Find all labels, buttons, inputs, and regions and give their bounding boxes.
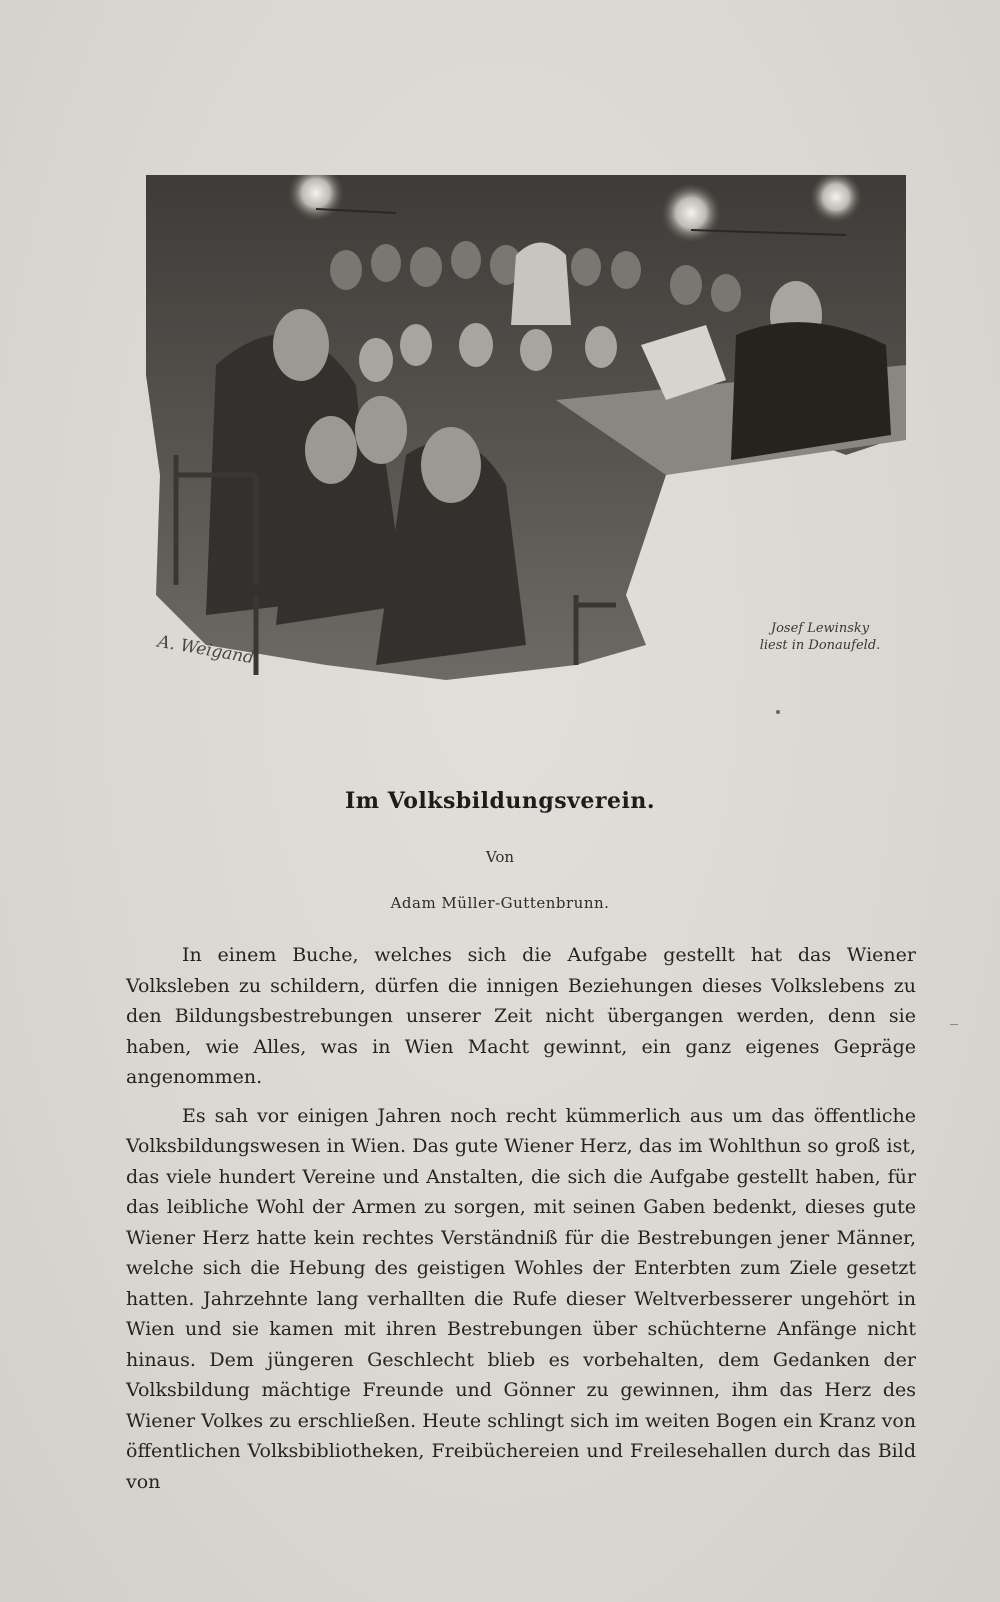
byline-von: Von	[485, 848, 515, 866]
caption-line-2: liest in Donaufeld.	[759, 638, 881, 653]
artist-signature-icon: A. Weigand	[156, 631, 256, 669]
printing-speck	[776, 710, 780, 714]
paragraph: Es sah vor einigen Jahren noch recht kümmerlich aus um das öffentliche Volksbildungswesen in Wien. Das gute Wiener Herz, das im Wohlthun so groß ist, das viele hundert Vereine und Anstalten, die sich die Aufgabe gestellt haben, für das leibliche Wohl der Armen zu sorgen, mit seinen Gaben bedenkt, dieses gute Wiener Herz hatte kein rechtes Verständniß für die Bestrebungen jener Männer, welche sich die Hebung des geistigen Wohles der Enterbten zum Ziele gesetzt hatten. Jahrzehnte lang verhallten die Rufe dieser Weltverbesserer ungehört in Wien und sie kamen mit ihren Bestrebungen über schüchterne Anfänge nicht hinaus. Dem jüngeren Geschlecht blieb es vorbehalten, dem Gedanken der Volksbildung mächtige Freunde und Gönner zu gewinnen, ihm das Herz des Wiener Volkes zu erschließen. Heute schlingt sich im weiten Bogen ein Kranz von öffentlichen Volksbibliotheken, Freibüchereien und Freilesehallen durch das Bild von	[126, 1104, 916, 1493]
article-body	[126, 940, 916, 1505]
paragraph: In einem Buche, welches sich die Aufgabe gestellt hat das Wiener Volksleben zu schildern, dürfen die innigen Beziehungen dieses Volkslebens zu den Bildungsbestrebungen unserer Zeit nicht übergangen werden, denn sie haben, wie Alles, was in Wien Macht gewinnt, ein ganz eigenes Gepräge angenommen.	[126, 944, 916, 1088]
caption-line-1: Josef Lewinsky	[770, 621, 870, 636]
article-title: Im Volksbildungsverein.	[344, 788, 656, 814]
illustration-caption	[745, 620, 895, 654]
byline-author: Adam Müller-Guttenbrunn.	[390, 894, 610, 912]
margin-mark	[950, 1024, 958, 1025]
